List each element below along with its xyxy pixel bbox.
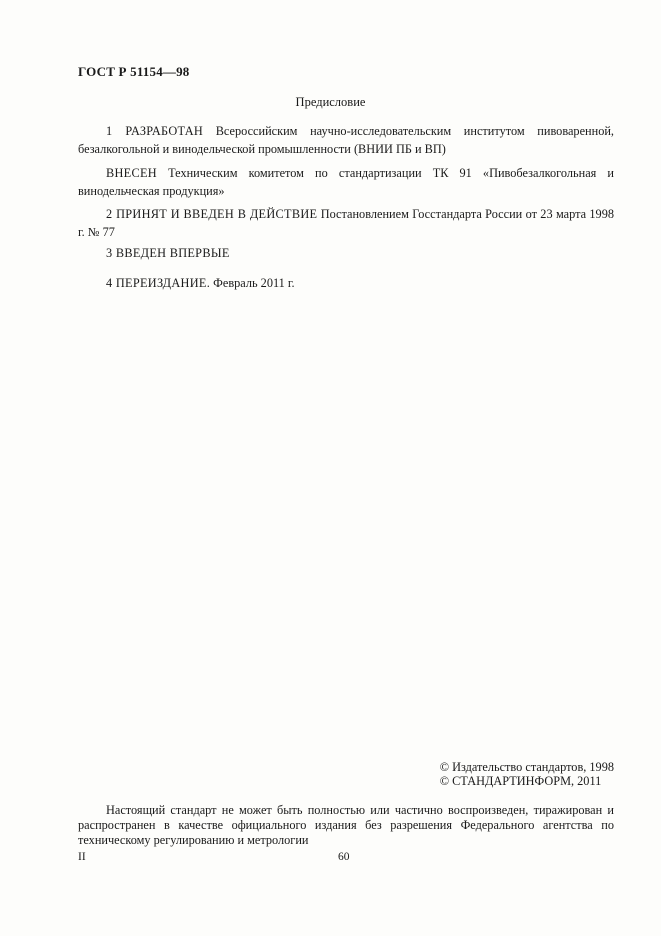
section-title: Предисловие: [295, 95, 366, 109]
paragraph-label: 3 ВВЕДЕН ВПЕРВЫЕ: [106, 246, 230, 260]
paragraph-label: 1 РАЗРАБОТАН: [106, 124, 204, 138]
paragraph-first-introduced: [78, 244, 614, 262]
paragraph-developed: [78, 122, 614, 158]
paragraph-text: Постановлением Госстандарта России от 23 марта 1998 г. № 77: [78, 207, 615, 239]
copyright-line: © СТАНДАРТИНФОРМ, 2011: [439, 774, 602, 788]
paragraph-label: 2 ПРИНЯТ И ВВЕДЕН В ДЕЙСТВИЕ: [106, 207, 318, 221]
copyright-line: © Издательство стандартов, 1998: [439, 760, 614, 774]
paragraph-adopted: [78, 205, 614, 241]
paragraph-label: ВНЕСЕН: [106, 166, 157, 180]
paragraph-text: Февраль 2011 г.: [213, 276, 295, 290]
paragraph-text: Техническим комитетом по стандартизации ТК 91 «Пивобезалкогольная и винодельческая продукция»: [78, 166, 614, 198]
reproduction-notice: Настоящий стандарт не может быть полностью или частично воспроизведен, тиражирован и распространен в качестве официального издания без разрешения Федерального агентства по техническому регулированию и метрологии: [78, 803, 614, 847]
paragraph-introduced: [78, 164, 614, 200]
roman-page-number: II: [78, 851, 86, 863]
copyright-block: [440, 760, 614, 788]
paragraph-text: Всероссийским научно-исследовательским институтом пивоваренной, безалкогольной и винодельческой промышленности (ВНИИ ПБ и ВП): [78, 124, 614, 156]
paragraph-label: 4 ПЕРЕИЗДАНИЕ.: [106, 276, 211, 290]
page-number: 60: [338, 851, 350, 863]
paragraph-reissue: [78, 274, 614, 292]
document-code: ГОСТ Р 51154—98: [78, 64, 190, 79]
